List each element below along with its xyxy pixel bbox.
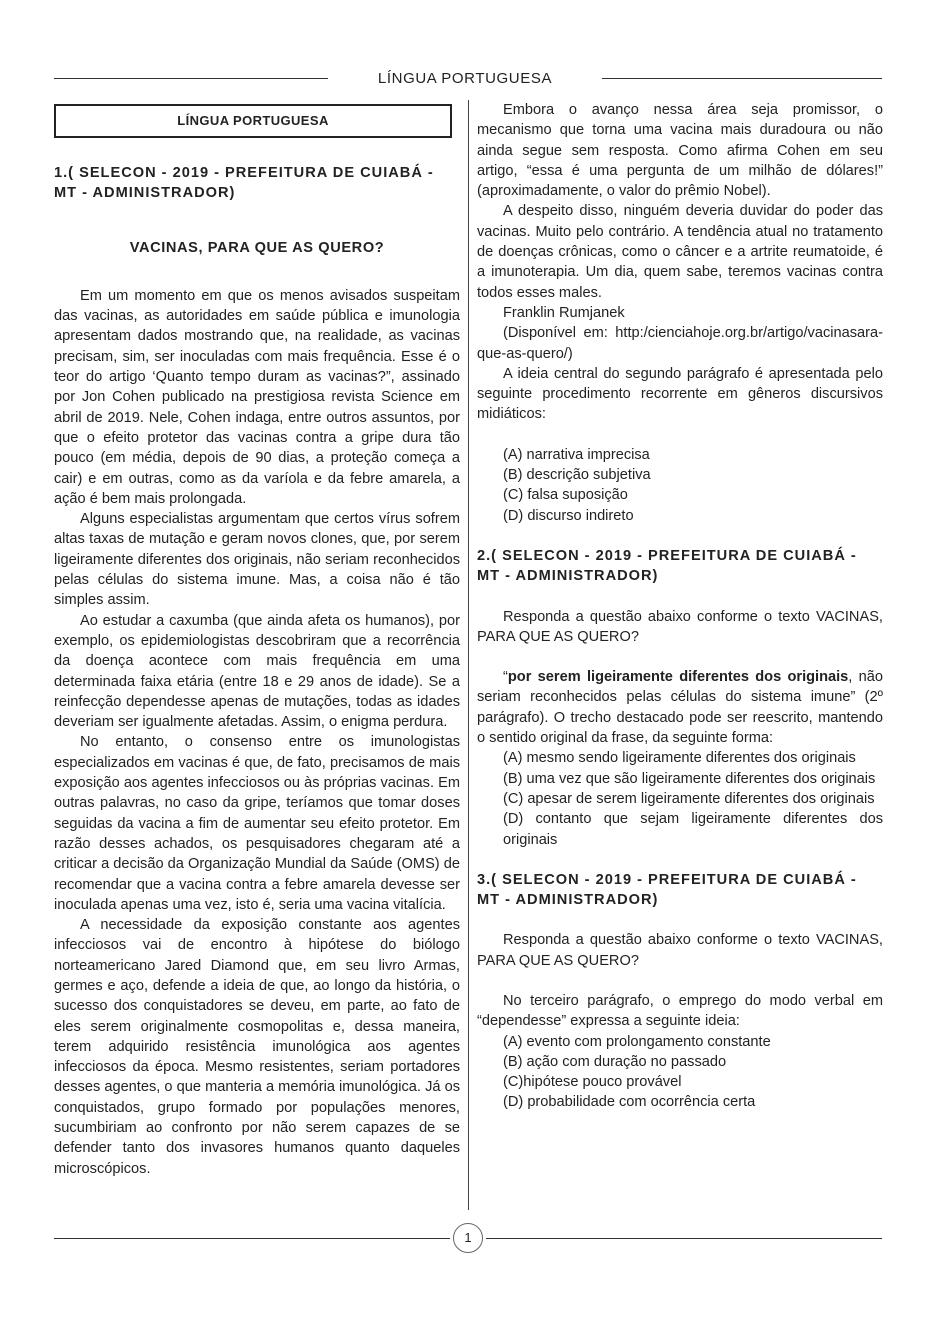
footer-rule-left (54, 1238, 450, 1239)
paragraph-7: A despeito disso, ninguém deveria duvidar do poder das vacinas. Muito pelo contrário. A tendência atual no tratamento de doenças crônicas, como o câncer e a artrite reumatoide, é a imunoterapia. Um dia, quem sabe, teremos vacinas contra todos esses males. (477, 203, 883, 301)
author-name: Franklin Rumjanek (503, 304, 625, 321)
q3-option-d[interactable]: (D) probabilidade com ocorrência certa (503, 1094, 756, 1111)
text-title: VACINAS, PARA QUE AS QUERO? (129, 239, 385, 256)
quote-rest: , não seriam reconhecidos pelas células do sistema imune” (2º parágrafo). O trecho destacado pode ser reescrito, mantendo o sentido original da frase, da seguinte forma: (477, 669, 883, 747)
q2-option-c[interactable]: (C) apesar de serem ligeiramente diferentes dos originais (503, 790, 875, 807)
column-divider (468, 100, 469, 1210)
question-3-heading: 3.( SELECON - 2019 - PREFEITURA DE CUIABÁ - MT - ADMINISTRADOR) (477, 871, 857, 909)
paragraph-3: Ao estudar a caxumba (que ainda afeta os humanos), por exemplo, os epidemiologistas descobriram que a recorrência da doença acontece com mais frequência em uma determinada faixa etária (entre 18 e 29 anos de idade). Se a reinfecção dependesse apenas de mutações, todas as idades deveriam ser igualmente afetadas. Assim, o enigma perdura. (54, 612, 460, 731)
question-2-intro: Responda a questão abaixo conforme o texto VACINAS, PARA QUE AS QUERO? (477, 608, 883, 645)
question-1-heading: 1.( SELECON - 2019 - PREFEITURA DE CUIABÁ - MT - ADMINISTRADOR) (54, 165, 434, 202)
paragraph-2: Alguns especialistas argumentam que certos vírus sofrem altas taxas de mutação e geram novos clones, que, por serem ligeiramente diferentes dos originais, não seriam reconhecidos pelas células do sistema imune. Mas, a coisa não é tão simples assim. (54, 511, 460, 609)
quote-open-mark: “ (503, 669, 508, 686)
q2-option-a[interactable]: (A) mesmo sendo ligeiramente diferentes dos originais (503, 750, 856, 767)
question-2-quote (477, 667, 883, 748)
highlighted-excerpt: por serem ligeiramente diferentes dos originais (507, 669, 849, 686)
paragraph-4: No entanto, o consenso entre os imunologistas especializados em vacinas é que, de fato, precisamos de mais exposição aos agentes infecciosos ou às próprias vacinas. Em outras palavras, no caso da gripe, teríamos que tomar doses seguidas da vacina a fim de aumentar seu efeito protetor. Em razão desses achados, os pesquisadores chegaram até a criticar a decisão da Organização Mundial da Saúde (OMS) de recomendar que a vacina contra a febre amarela devesse ser inoculada apenas uma vez, isto é, seria uma vacina vitalícia. (54, 734, 460, 913)
paragraph-1: Em um momento em que os menos avisados suspeitam das vacinas, as autoridades em saúde pública e imunologia apresentam dados mostrando que, na realidade, as vacinas precisam, sim, ser inoculadas com mais frequência. Esse é o teor do artigo ‘Quanto tempo duram as vacinas?”, assinado por Jon Cohen publicado na prestigiosa revista Science em abril de 2019. Nele, Cohen indaga, entre outros assuntos, por que o efeito protetor das vacinas contra a gripe dura tão pouco (em média, depois de 90 dias, a proteção começa a cair) e em outras, como as da varíola e da febre amarela, a ação é bem mais prolongada. (54, 287, 460, 507)
question-3-intro: Responda a questão abaixo conforme o texto VACINAS, PARA QUE AS QUERO? (477, 932, 883, 969)
header-rule-right (602, 78, 882, 79)
q1-option-b[interactable]: (B) descrição subjetiva (503, 467, 651, 484)
source-citation: (Disponível em: http:/cienciahoje.org.br/artigo/vacinasara-que-as-quero/) (477, 325, 883, 362)
q3-option-c[interactable]: (C)hipótese pouco provável (503, 1074, 682, 1091)
page-number: 1 (453, 1223, 483, 1253)
question-1-statement: A ideia central do segundo parágrafo é apresentada pelo seguinte procedimento recorrente em gêneros discursivos midiáticos: (477, 365, 883, 423)
paragraph-5: A necessidade da exposição constante aos agentes infecciosos vai de encontro à hipótese do biólogo norteamericano Jared Diamond que, em seu livro Armas, germes e aço, defende a ideia de que, ao longo da história, o sucesso dos conquistadores se deveu, em parte, ao fato de eles serem originalmente cosmopolitas e, dessa maneira, terem adquirido resistência imunológica aos agentes infecciosos da época. Mesmo resistentes, seriam portadores desses agentes, o que manteria a memória imunológica. Já os conquistados, grupo formado por populações menores, sucumbiriam ao confronto por não serem capazes de se defender tanto dos invasores humanos quanto daqueles microscópicos. (54, 917, 460, 1177)
q3-option-b[interactable]: (B) ação com duração no passado (503, 1053, 727, 1070)
left-column (54, 104, 460, 1179)
footer-rule-right (486, 1238, 882, 1239)
q1-option-a[interactable]: (A) narrativa imprecisa (503, 446, 650, 463)
question-2-heading: 2.( SELECON - 2019 - PREFEITURA DE CUIABÁ - MT - ADMINISTRADOR) (477, 547, 857, 585)
q1-option-d[interactable]: (D) discurso indireto (503, 507, 634, 524)
header-rule-left (54, 78, 328, 79)
right-column (477, 100, 883, 1113)
q3-option-a[interactable]: (A) evento com prolongamento constante (503, 1033, 771, 1050)
question-3-statement: No terceiro parágrafo, o emprego do modo verbal em “dependesse” expressa a seguinte ideia: (477, 992, 883, 1030)
q1-option-c[interactable]: (C) falsa suposição (503, 487, 628, 504)
paragraph-6: Embora o avanço nessa área seja promissor, o mecanismo que torna uma vacina mais duradoura ou não ainda segue sem resposta. Como afirma Cohen em seu artigo, “essa é uma pergunta de um milhão de dólares!” (aproximadamente, o valor do prêmio Nobel). (477, 102, 883, 200)
page-header-title: LÍNGUA PORTUGUESA (377, 70, 553, 87)
q2-option-d[interactable]: (D) contanto que sejam ligeiramente diferentes dos originais (503, 811, 883, 848)
q2-option-b[interactable]: (B) uma vez que são ligeiramente diferentes dos originais (503, 770, 876, 787)
section-title-box: LÍNGUA PORTUGUESA (54, 104, 452, 138)
